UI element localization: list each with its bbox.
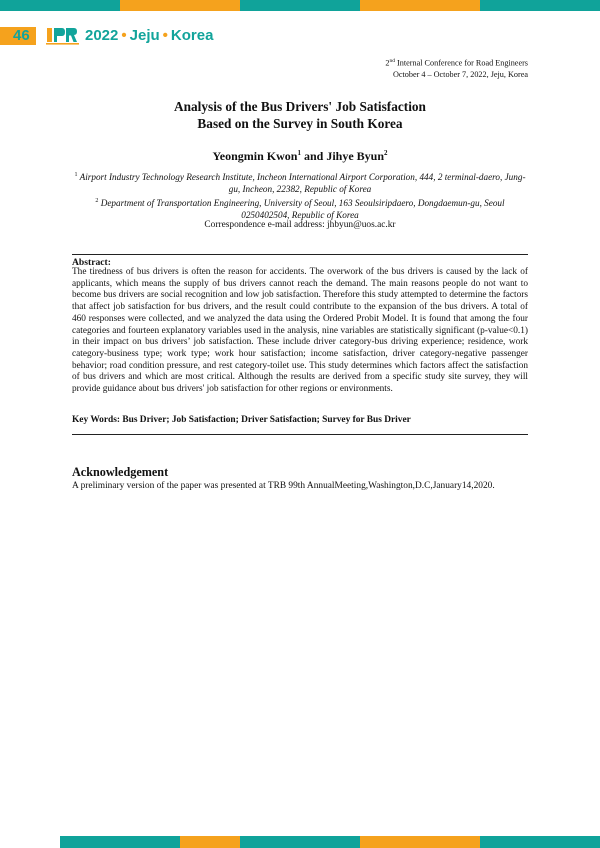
author-1-sup: 1 (297, 149, 301, 157)
author-and: and (300, 149, 327, 163)
author-2: Jihye Byun (326, 149, 385, 163)
page-number: 46 (13, 27, 30, 44)
logo-dot: • (162, 26, 168, 44)
affiliation-2: $^2$ Department of Transportation Engineering, University of Seoul, 163 Seoulsiripdaero, Dongdaemun-gu, Seoul 0250402504, Republic of Korea (95, 197, 505, 220)
conference-info (385, 56, 528, 80)
logo-year: 2022 (85, 26, 119, 44)
keywords: Key Words: Bus Driver; Job Satisfaction; Driver Satisfaction; Survey for Bus Driver (72, 415, 411, 425)
acknowledgement-heading: Acknowledgement (72, 465, 169, 479)
logo-dot: • (121, 26, 127, 44)
author-2-sup: 2 (384, 149, 388, 157)
bottom-color-band (0, 836, 600, 848)
logo-country: Korea (170, 26, 214, 44)
icrc-logo-icon (46, 25, 80, 45)
acknowledgement-text: A preliminary version of the paper was presented at TRB 99th AnnualMeeting,Washington,D.C,January14,2020. (72, 481, 495, 491)
top-color-band (0, 0, 600, 11)
abstract-bottom-rule (72, 434, 528, 435)
abstract-heading: Abstract: (72, 257, 111, 268)
paper-title (72, 98, 528, 132)
title-line-1: Analysis of the Bus Drivers' Job Satisfaction (174, 99, 426, 114)
title-line-2: Based on the Survey in South Korea (197, 116, 403, 131)
affiliation-1: $^1$ Airport Industry Technology Research Institute, Incheon International Airport Corporation, 444, 2 terminal-daero, Jung-gu, Incheon, 22382, Republic of Korea (74, 172, 526, 194)
abstract-top-rule (72, 254, 528, 255)
author-list (72, 146, 528, 164)
conference-name: 2nd Internal Conference for Road Engineers (385, 58, 528, 68)
affiliations (72, 170, 528, 221)
conference-dates: October 4 – October 7, 2022, Jeju, Korea (392, 69, 528, 79)
correspondence-email: Correspondence e-mail address: jhbyun@uos.ac.kr (204, 220, 396, 230)
conference-logo (46, 24, 213, 46)
logo-city: Jeju (129, 26, 160, 44)
author-1: Yeongmin Kwon (212, 149, 298, 163)
abstract-text: The tiredness of bus drivers is often the reason for accidents. The overwork of the bus drivers is caused by the lack of applicants, which means the supply of bus drivers cannot reach the demand. The main reasons people do not want to become bus drivers are social recognition and low job satisfaction. Therefore this study attempted to determine the factors that affect job satisfaction for bus drivers, and the result could contribute to the expansion of the bus drivers. A total of 460 responses were collected, and we analyzed the data using the Ordered Probit Model. It is found that among the four categories and fourteen explanatory variables used in the analysis, nine variables are statistically significant (p-value<0.1) in their impact on bus drivers’ job satisfaction. These include driver category-bus driving experience; residence, work category-business type; work type; work hour satisfaction; income satisfaction, driver category-negative passenger behavior; road condition pressure, and rest category-toilet use. This study determines which factors affect the satisfaction of bus drivers and which are most critical. Although the results are derived from a specific study site survey, they will provide guidance about bus drivers' job satisfaction for other regions or environments. (72, 267, 528, 395)
